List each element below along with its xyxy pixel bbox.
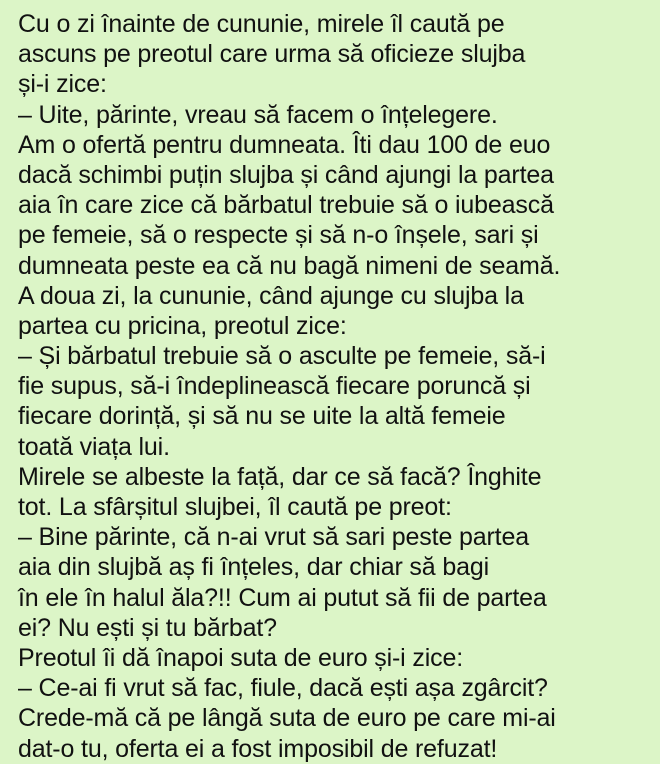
joke-line: și-i zice: bbox=[18, 70, 107, 99]
joke-text bbox=[18, 9, 646, 764]
joke-line: – Ce-ai fi vrut să fac, fiule, dacă ești așa zgârcit? bbox=[18, 674, 548, 703]
joke-line: pe femeie, să o respecte și să n-o înșele, sari și bbox=[18, 221, 539, 250]
joke-line: fie supus, să-i îndeplinească fiecare poruncă și bbox=[18, 372, 531, 401]
joke-line: aia din slujbă aș fi înțeles, dar chiar să bagi bbox=[18, 553, 490, 582]
joke-line: Crede-mă că pe lângă suta de euro pe care mi-ai bbox=[18, 704, 556, 733]
joke-line: dumneata peste ea că nu bagă nimeni de seamă. bbox=[18, 251, 561, 280]
joke-line: în ele în halul ăla?!! Cum ai putut să fii de partea bbox=[18, 583, 547, 612]
joke-line: toată viața lui. bbox=[18, 432, 170, 461]
joke-line: – Uite, părinte, vreau să facem o înțelegere. bbox=[18, 100, 498, 129]
joke-line: A doua zi, la cununie, când ajunge cu slujba la bbox=[18, 281, 524, 310]
joke-line: dacă schimbi puțin slujba și când ajungi la partea bbox=[18, 160, 554, 189]
joke-line: – Și bărbatul trebuie să o asculte pe femeie, să-i bbox=[18, 342, 546, 371]
joke-line: ei? Nu ești și tu bărbat? bbox=[18, 613, 277, 642]
joke-line: tot. La sfârșitul slujbei, îl caută pe preot: bbox=[18, 493, 452, 521]
joke-line: ascuns pe preotul care urma să oficieze slujba bbox=[18, 40, 526, 69]
joke-line: partea cu pricina, preotul zice: bbox=[18, 311, 347, 340]
joke-line: – Bine părinte, că n-ai vrut să sari peste partea bbox=[18, 523, 529, 552]
joke-line: fiecare dorință, și să nu se uite la altă femeie bbox=[18, 402, 506, 431]
joke-line: Am o ofertă pentru dumneata. Îti dau 100 de euo bbox=[18, 130, 551, 159]
joke-line: Preotul îi dă înapoi suta de euro și-i zice: bbox=[18, 643, 464, 672]
joke-line: dat-o tu, oferta ei a fost imposibil de refuzat! bbox=[18, 734, 498, 763]
joke-line: Cu o zi înainte de cununie, mirele îl caută pe bbox=[18, 10, 505, 38]
joke-line: Mirele se albeste la față, dar ce să facă? Înghite bbox=[18, 462, 542, 491]
joke-line: aia în care zice că bărbatul trebuie să o iubească bbox=[18, 191, 554, 220]
